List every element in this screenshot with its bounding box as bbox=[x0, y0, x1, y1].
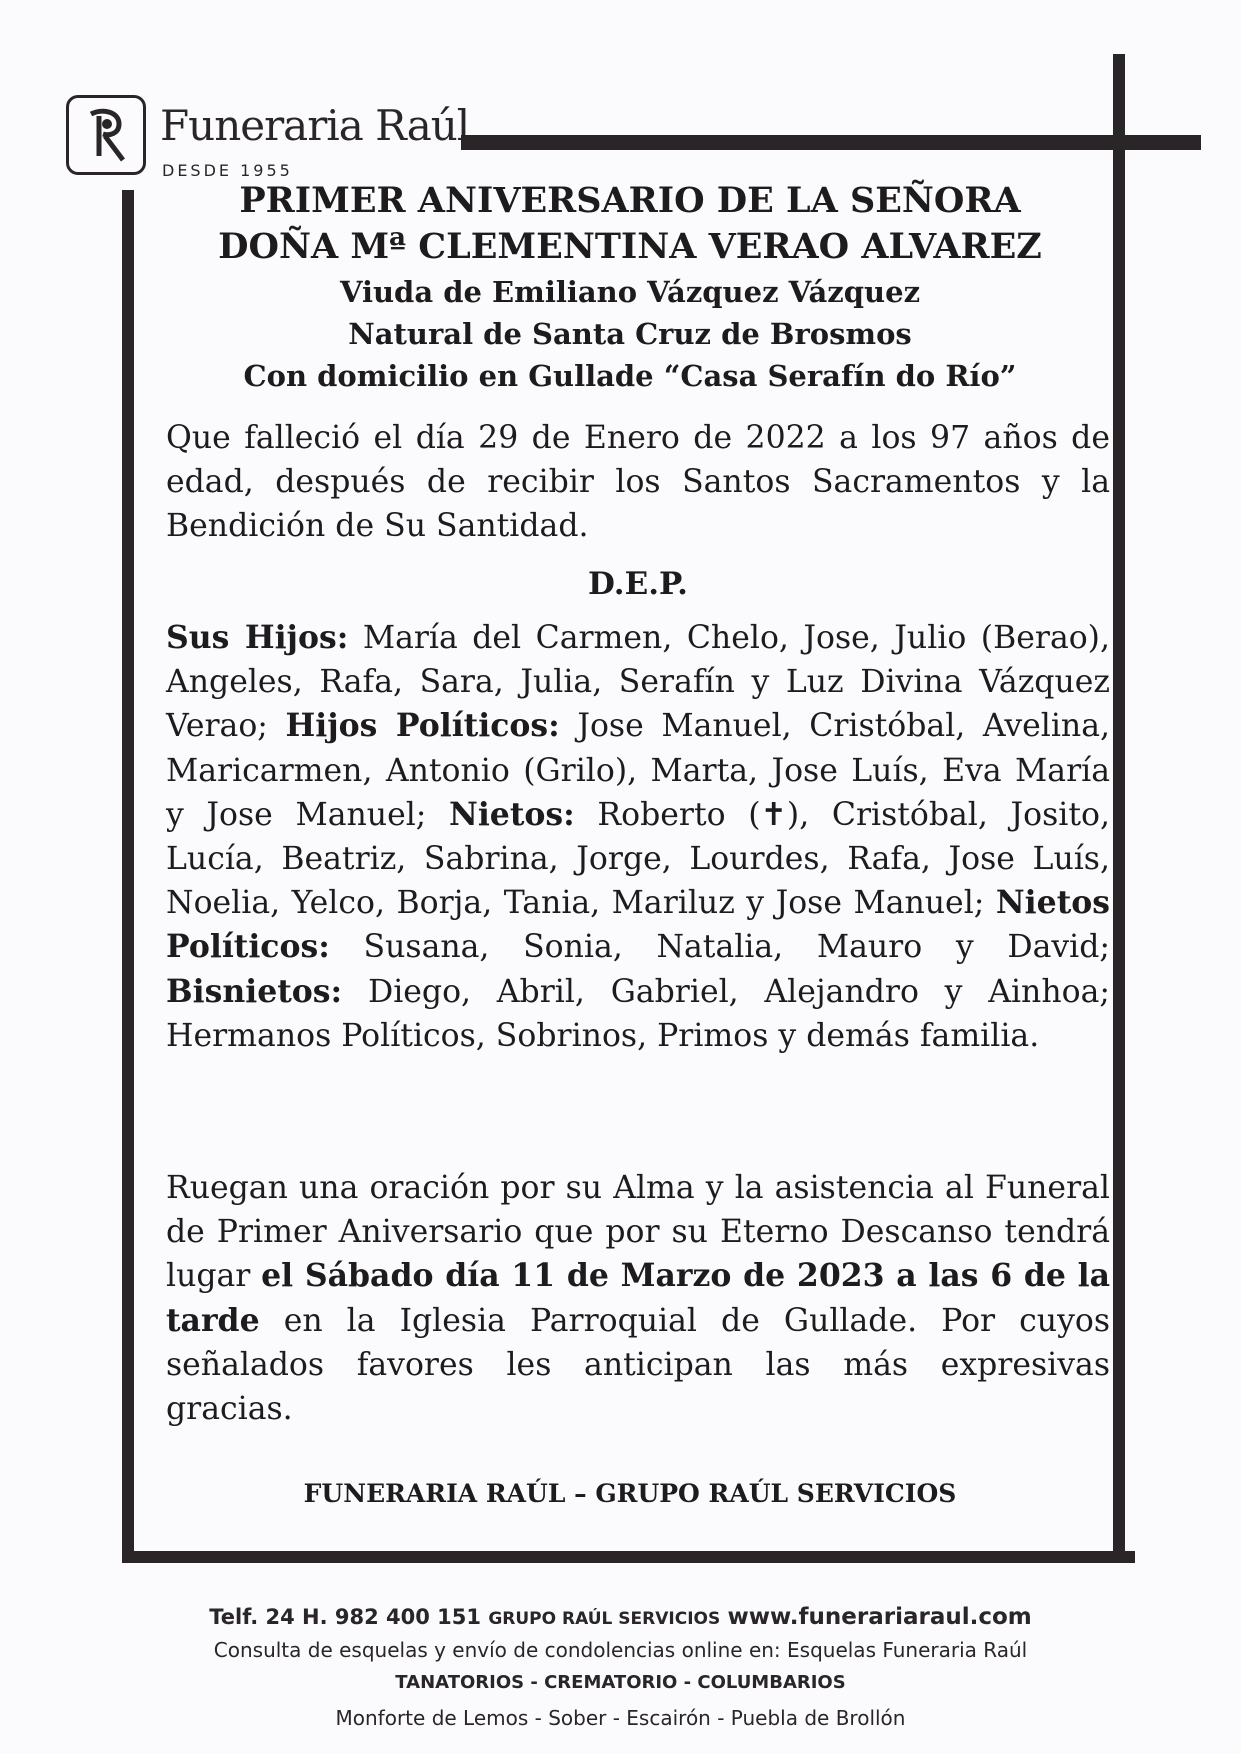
dep-label: D.E.P. bbox=[588, 566, 688, 602]
closing-signature: FUNERARIA RAÚL – GRUPO RAÚL SERVICIOS bbox=[303, 1479, 957, 1508]
grandchildren-names: Roberto (✝), Cristóbal, Josito, Lucía, Beatriz, Sabrina, Jorge, Lourdes, Rafa, Jose Luís, Noelia, Yelco, Borja, Tania, Mariluz y Jose Manuel; bbox=[166, 796, 1110, 922]
funeral-date-time: el Sábado día 11 de Marzo de 2023 a las 6 de la tarde bbox=[166, 1257, 1111, 1339]
cross-vertical-bar bbox=[1113, 54, 1125, 1563]
family-paragraph bbox=[166, 616, 1110, 1058]
brand-name: Funeraria Raúl bbox=[160, 101, 470, 150]
grandchildren-in-law-label: Nietos Políticos: bbox=[166, 884, 1110, 966]
great-grandchildren-names: Diego, Abril, Gabriel, Alejandro y Ainhoa; Hermanos Políticos, Sobrinos, Primos y demás familia. bbox=[166, 973, 1110, 1054]
title-line-2: DOÑA Mª CLEMENTINA VERAO ALVAREZ bbox=[218, 226, 1042, 267]
death-notice-paragraph: Que falleció el día 29 de Enero de 2022 a los 97 años de edad, después de recibir los Santos Sacramentos y la Bendición de Su Santidad. bbox=[166, 420, 1110, 545]
subtitle-birthplace: Natural de Santa Cruz de Brosmos bbox=[348, 317, 912, 351]
logo-emblem-icon bbox=[66, 95, 146, 175]
great-grandchildren-label: Bisnietos: bbox=[166, 972, 343, 1010]
subtitle-widow-of: Viuda de Emiliano Vázquez Vázquez bbox=[339, 275, 921, 309]
children-in-law-label: Hijos Políticos: bbox=[285, 707, 560, 745]
frame-left-bar bbox=[122, 190, 134, 1563]
grandchildren-label: Nietos: bbox=[449, 795, 575, 833]
grandchildren-in-law-names: Susana, Sonia, Natalia, Mauro y David; bbox=[363, 929, 1110, 966]
frame-bottom-bar bbox=[122, 1551, 1135, 1563]
footer-website-link[interactable]: www.funerariaraul.com bbox=[727, 1604, 1032, 1630]
footer-group: GRUPO RAÚL SERVICIOS bbox=[488, 1609, 721, 1629]
footer-phone: Telf. 24 H. 982 400 151 bbox=[209, 1605, 482, 1629]
children-label: Sus Hijos: bbox=[166, 619, 349, 656]
footer-contact-line bbox=[0, 1604, 1241, 1630]
funeral-request-paragraph bbox=[166, 1166, 1110, 1431]
footer-locations: Monforte de Lemos - Sober - Escairón - Puebla de Brollón bbox=[335, 1706, 906, 1730]
footer-online-line: Consulta de esquelas y envío de condolencias online en: Esquelas Funeraria Raúl bbox=[213, 1638, 1028, 1662]
request-text-after: en la Iglesia Parroquial de Gullade. Por cuyos señalados favores les anticipan las más expresivas gracias. bbox=[166, 1302, 1110, 1428]
title-line-1: PRIMER ANIVERSARIO DE LA SEÑORA bbox=[239, 180, 1021, 221]
request-text-before: Ruegan una oración por su Alma y la asistencia al Funeral de Primer Aniversario que por su Eterno Descanso tendrá lugar bbox=[166, 1170, 1110, 1295]
children-in-law-names: Jose Manuel, Cristóbal, Avelina, Maricarmen, Antonio (Grilo), Marta, Jose Luís, Eva María y Jose Manuel; bbox=[166, 708, 1110, 833]
children-names: María del Carmen, Chelo, Jose, Julio (Berao), Angeles, Rafa, Sara, Julia, Serafín y Luz Divina Vázquez Verao; bbox=[166, 620, 1110, 745]
cross-horizontal-bar bbox=[461, 135, 1201, 150]
subtitle-residence: Con domicilio en Gullade “Casa Serafín do Río” bbox=[243, 359, 1017, 393]
brand-since: DESDE 1955 bbox=[162, 161, 293, 180]
footer-services: TANATORIOS - CREMATORIO - COLUMBARIOS bbox=[395, 1672, 846, 1693]
